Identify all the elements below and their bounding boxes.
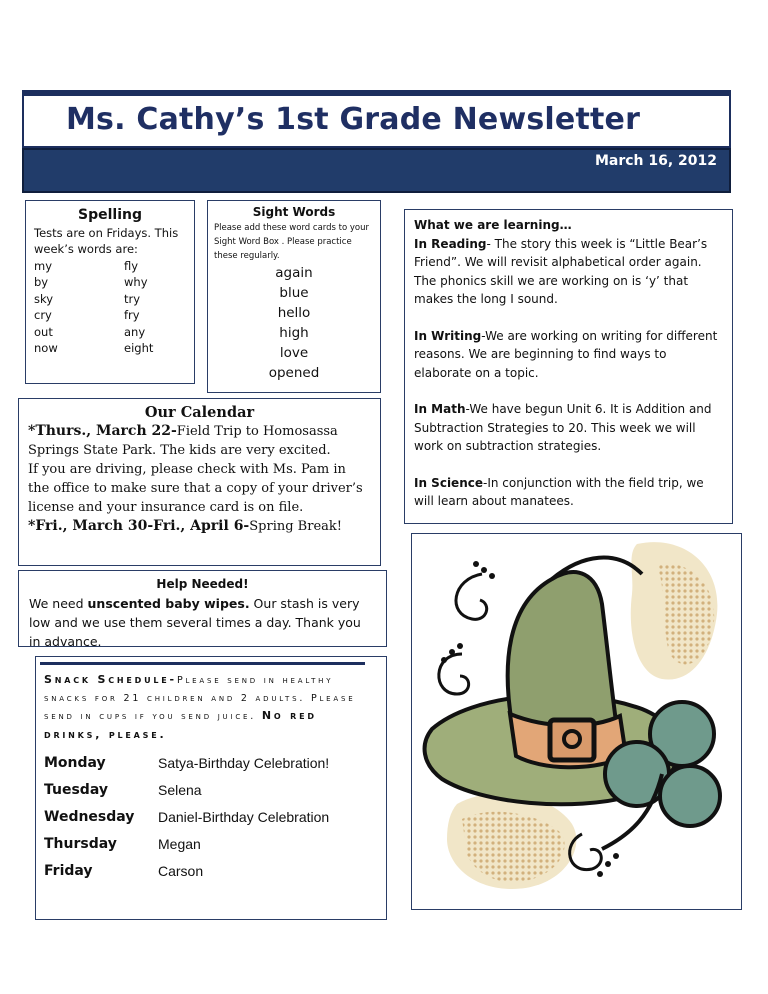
- spelling-word: try: [124, 291, 141, 306]
- spelling-word: now: [34, 341, 58, 355]
- learning-heading: What we are learning…: [414, 218, 572, 232]
- schedule-name: Daniel-Birthday Celebration: [158, 809, 330, 825]
- schedule-day: Monday: [44, 755, 106, 771]
- science-paragraph: [414, 474, 723, 511]
- sight-word: hello: [277, 305, 311, 321]
- help-needed-box: [18, 570, 387, 647]
- sight-words-note: Please add these word cards to your Sight Word Box . Please practice these regularly.: [214, 223, 369, 261]
- spelling-word: any: [124, 324, 146, 339]
- spelling-word: eight: [124, 341, 154, 355]
- spelling-box: [25, 200, 195, 384]
- help-heading: Help Needed!: [156, 577, 249, 591]
- schedule-name: Selena: [158, 782, 202, 798]
- sight-word: love: [279, 345, 309, 361]
- science-label: In Science: [414, 475, 483, 490]
- sight-words-heading: Sight Words: [252, 205, 336, 219]
- newsletter-date: March 16, 2012: [594, 153, 717, 169]
- snack-schedule-box: [35, 656, 387, 920]
- reading-text: - The story this week is “Little Bear’s Friend”. We will revisit alphabetical order again. The phonics skill we are working on is ‘y’ that makes the long I sound.: [414, 236, 708, 306]
- spelling-word-list: [34, 258, 186, 357]
- page-title: Ms. Cathy’s 1st Grade Newsletter: [66, 102, 641, 137]
- spelling-heading: Spelling: [78, 207, 142, 223]
- math-text: -We have begun Unit 6. It is Addition and Subtraction Strategies to 20. This week we will work on subtraction strategies.: [414, 402, 712, 453]
- spelling-word: why: [124, 275, 148, 289]
- schedule-day: Thursday: [44, 836, 117, 852]
- schedule-name: Megan: [158, 836, 201, 852]
- writing-paragraph: [414, 327, 723, 383]
- reading-label: In Reading: [414, 236, 487, 251]
- snack-text: Please send in healthy snacks for 21 children and 2 adults. Please send in cups if you send juice.: [44, 675, 356, 722]
- help-text-start: We need: [29, 596, 88, 611]
- event-text: Spring Break!: [249, 519, 342, 534]
- snack-emphasis: No red drinks, please.: [44, 709, 317, 741]
- math-paragraph: [414, 400, 723, 456]
- event-text: Field Trip to Homosassa Springs State Park. The kids are very excited.: [28, 424, 338, 458]
- spelling-word: fry: [124, 308, 140, 322]
- calendar-event: [28, 422, 371, 460]
- writing-label: In Writing: [414, 328, 482, 343]
- event-date: *Fri., March 30-Fri., April 6-: [28, 518, 250, 534]
- spelling-word: cry: [34, 308, 52, 322]
- science-text: -In conjunction with the field trip, we will learn about manatees.: [414, 475, 704, 508]
- sight-words-box: [207, 200, 381, 393]
- schedule-day: Tuesday: [44, 782, 108, 798]
- sight-word: high: [279, 325, 309, 341]
- event-note: If you are driving, please check with Ms. Pam in the office to make sure that a copy of your driver’s license and your insurance card is on file.: [28, 462, 363, 515]
- spelling-word: sky: [34, 291, 54, 306]
- reading-paragraph: [414, 235, 723, 309]
- spelling-word: by: [34, 275, 49, 289]
- writing-text: -We are working on writing for different reasons. We are beginning to find ways to elaborate on a topic.: [414, 328, 718, 380]
- learning-box: [404, 209, 733, 524]
- spelling-word: my: [34, 258, 53, 273]
- snack-intro: [44, 671, 378, 744]
- sight-word: blue: [279, 285, 309, 301]
- math-label: In Math: [414, 402, 466, 416]
- spelling-intro: Tests are on Fridays. This week’s words are:: [34, 225, 179, 256]
- snack-label: Snack Schedule-: [44, 673, 177, 686]
- calendar-heading: Our Calendar: [144, 404, 255, 421]
- help-text-end: Our stash is very low and we use them several times a day. Thank you in advance.: [29, 596, 361, 649]
- help-emphasis: unscented baby wipes.: [87, 596, 250, 611]
- sight-word: opened: [268, 365, 320, 381]
- schedule-day: Wednesday: [44, 809, 135, 825]
- snack-divider: [40, 662, 365, 665]
- sight-word: again: [275, 265, 313, 281]
- calendar-event: [28, 517, 371, 536]
- clipart-frame: [411, 533, 742, 910]
- date-banner: [22, 148, 731, 193]
- schedule-day: Friday: [44, 863, 93, 879]
- help-text: [29, 594, 376, 651]
- spelling-word: fly: [124, 258, 139, 273]
- leprechaun-hat-shamrock-icon: [412, 534, 741, 909]
- event-date: *Thurs., March 22-: [28, 423, 177, 439]
- snack-schedule-table: [44, 752, 378, 883]
- schedule-name: Satya-Birthday Celebration!: [158, 755, 330, 771]
- newsletter-header: [22, 90, 731, 148]
- spelling-word: out: [34, 324, 53, 339]
- schedule-name: Carson: [158, 863, 204, 879]
- calendar-box: [18, 398, 381, 566]
